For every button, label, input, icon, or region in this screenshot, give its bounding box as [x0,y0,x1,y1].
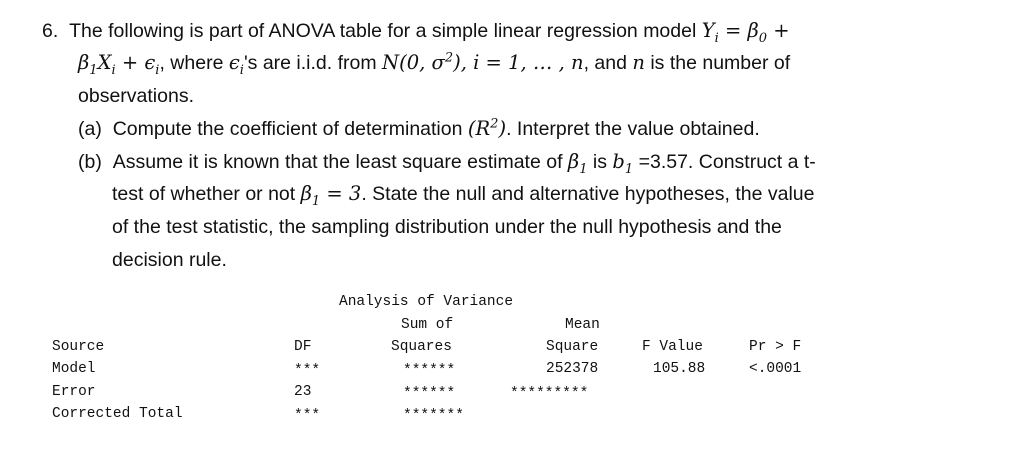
question-line-2: $\beta_1X_i + \epsilon_i$, where $\epsilon_i's$ are i.i.d. from N(0, $\sigma^2$), i = 1, … , n, and n is the number of [78,50,791,78]
table-row-source: Error [52,384,96,400]
table-row-ss: ******* [403,408,464,424]
header-f-value: F Value [642,339,703,355]
table-row-df: *** [294,363,321,379]
question-line-3: observations. [78,85,194,107]
header-square: Square [546,339,599,355]
header-sum-of: Sum of [401,317,454,333]
header-squares: Squares [391,339,452,355]
table-row-ss: ****** [403,386,456,402]
header-df: DF [294,339,312,355]
anova-title: Analysis of Variance [339,294,514,310]
question-line-1: 6. The following is part of ANOVA table for a simple linear regression model $Y_i = \beta_0$ + [42,19,790,46]
table-row-ss: ****** [403,363,456,379]
table-row-ms: 252378 [546,361,599,377]
table-row-p: <.0001 [749,361,802,377]
header-source: Source [52,339,105,355]
part-b-line-1: (b) Assume it is known that the least square estimate of $\beta_1$ is $b_1 =3.57$. Construct a t- [78,150,816,177]
question-number: 6. [42,20,59,42]
header-pr-f: Pr > F [749,339,802,355]
table-row-ms: ********* [510,386,589,402]
header-mean: Mean [565,317,600,333]
normal-distribution: N(0, $\sigma^2$), i = 1, … , n [382,50,584,74]
part-b-line-4: decision rule. [112,249,227,271]
model-equation: $Y_i = \beta_0$ + [701,19,790,46]
r-squared: $(R^2)$ [467,116,507,140]
table-row-source: Model [52,361,96,377]
table-row-source: Corrected Total [52,406,183,422]
table-row-f: 105.88 [653,361,706,377]
part-b-label: (b) [78,151,102,173]
part-a: (a) Compute the coefficient of determination $(R^2)$. Interpret the value obtained. [78,116,760,140]
table-row-df: 23 [294,384,312,400]
part-b-line-3: of the test statistic, the sampling distribution under the null hypothesis and the [112,216,782,238]
part-a-label: (a) [78,118,102,140]
table-row-df: *** [294,408,321,424]
part-b-line-2: test of whether or not $\beta_1 = 3$. State the null and alternative hypotheses, the value [112,182,815,209]
